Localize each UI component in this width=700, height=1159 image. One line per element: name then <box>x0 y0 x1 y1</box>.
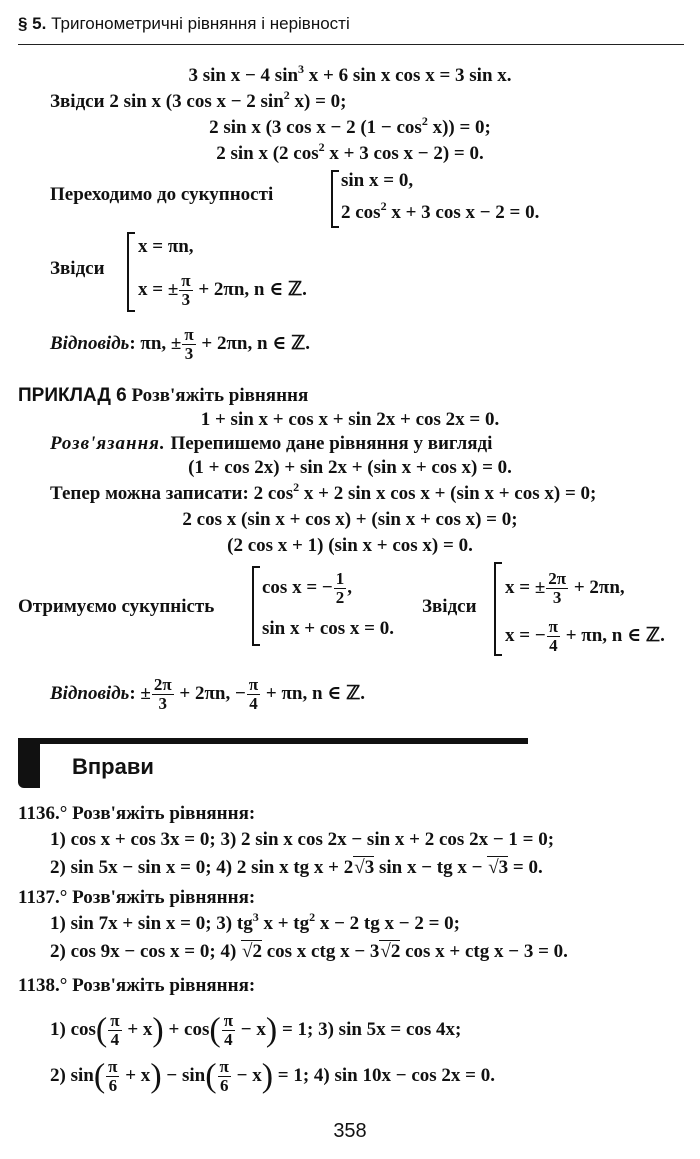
system-4-line-b: x = − $\frac{\pi}{4}$ + πn, n ∈ ℤ. <box>505 617 665 655</box>
system-brace-3 <box>252 566 260 646</box>
example-6-equation-2: (1 + cos 2x) + sin 2x + (sin x + cos x) = 0. <box>188 457 512 478</box>
equation-line-2: Звідси 2 sin x (3 cos x − 2 $\sin^2 x) = 0$; <box>50 88 347 112</box>
section-number: § 5. <box>18 14 47 33</box>
system-1-line-b: 2 $\cos^2 x + 3$ cos x − 2 = 0. <box>341 199 540 223</box>
example-6-equation: 1 + sin x + cos x + sin 2x + cos 2x = 0. <box>200 409 500 430</box>
exercises-bar <box>18 738 528 744</box>
zvidsy-label-3: Звідси <box>422 596 477 617</box>
problem-1137-line-1: 1) sin 7x + sin x = 0; 3) $tg^3$ $x + tg^2$ x − 2 tg x − 2 = 0; <box>50 910 460 934</box>
problem-1137-line-2: 2) cos 9x − cos x = 0; 4) √2 cos x ctg x − 3√2 cos x + ctg x − 3 = 0. <box>50 941 568 962</box>
exercises-title: Вправи <box>72 754 154 779</box>
answer-2: Відповідь: ± $\frac{2\pi}{3}$ + 2πn, − $\frac{\pi}{4}$ + πn, n ∈ ℤ. <box>50 675 365 713</box>
system-3-line-a: cos x = − $\frac{1}{2}$ , <box>262 569 352 607</box>
system-3-line-b: sin x + cos x = 0. <box>262 618 394 639</box>
system-2-line-b: x = ± $\frac{\pi}{3}$ + 2πn, n ∈ ℤ. <box>138 271 307 309</box>
equation-line-3: 2 sin x (3 cos x − 2 $(1 - \cos^2 x)) = 0$; <box>209 114 491 138</box>
system-brace-2 <box>127 232 135 312</box>
exercises-tab <box>18 738 40 788</box>
problem-1138-line-2: 2) sin( $\frac{\pi}{6}$ + x) − sin( $\frac{\pi}{6}$ − x) = 1; 4) sin 10x − cos 2x = 0. <box>50 1057 495 1096</box>
equation-line-4: 2 sin x (2 $\cos^2 x + 3$ cos x − 2) = 0. <box>216 140 484 164</box>
solution-line: Розв'язання. Перепишемо дане рівняння у вигляді <box>50 433 493 454</box>
problem-1138-heading: 1138.° Розв'яжіть рівняння: <box>18 975 256 996</box>
problem-1136-line-1: 1) cos x + cos 3x = 0; 3) 2 sin x cos 2x − sin x + 2 cos 2x − 1 = 0; <box>50 829 555 850</box>
section-title: Тригонометричні рівняння і нерівності <box>51 14 350 33</box>
equation-line-1: 3 sin x − 4 $\sin^3 x + 6$ sin x cos x = 3 sin x. <box>188 62 512 86</box>
example-6-equation-4: 2 cos x (sin x + cos x) + (sin x + cos x) = 0; <box>182 509 518 530</box>
system-brace-1 <box>331 170 339 228</box>
page-header <box>18 14 683 34</box>
example-6-equation-3: Тепер можна записати: 2 $\cos^2 x + 2$ sin x cos x + (sin x + cos x) = 0; <box>50 480 597 504</box>
example-6-equation-5: (2 cos x + 1) (sin x + cos x) = 0. <box>227 535 473 556</box>
page-number: 358 <box>333 1120 367 1142</box>
problem-1138-line-1: 1) cos( $\frac{\pi}{4}$ + x) + cos( $\frac{\pi}{4}$ − x) = 1; 3) sin 5x = cos 4x; <box>50 1011 462 1050</box>
zvidsy-label-1: Звідси <box>50 258 105 279</box>
system-4-line-a: x = ± $\frac{2\pi}{3}$ + 2πn, <box>505 569 625 607</box>
system-brace-4 <box>494 562 502 656</box>
problem-1137-heading: 1137.° Розв'яжіть рівняння: <box>18 887 256 908</box>
system-2-line-a: x = πn, <box>138 236 194 257</box>
answer-1: Відповідь: πn, ± $\frac{\pi}{3}$ + 2πn, n ∈ ℤ. <box>50 325 310 363</box>
system-1-line-a: sin x = 0, <box>341 170 414 191</box>
system-intro-3: Отримуємо сукупність <box>18 596 215 617</box>
problem-1136-heading: 1136.° Розв'яжіть рівняння: <box>18 803 256 824</box>
example-6-heading: ПРИКЛАД 6 Розв'яжіть рівняння <box>18 385 309 406</box>
header-rule <box>18 44 684 45</box>
problem-1136-line-2: 2) sin 5x − sin x = 0; 4) 2 sin x tg x + 2√3 sin x − tg x − √3 = 0. <box>50 857 543 878</box>
system-intro-1: Переходимо до сукупності <box>50 184 274 205</box>
